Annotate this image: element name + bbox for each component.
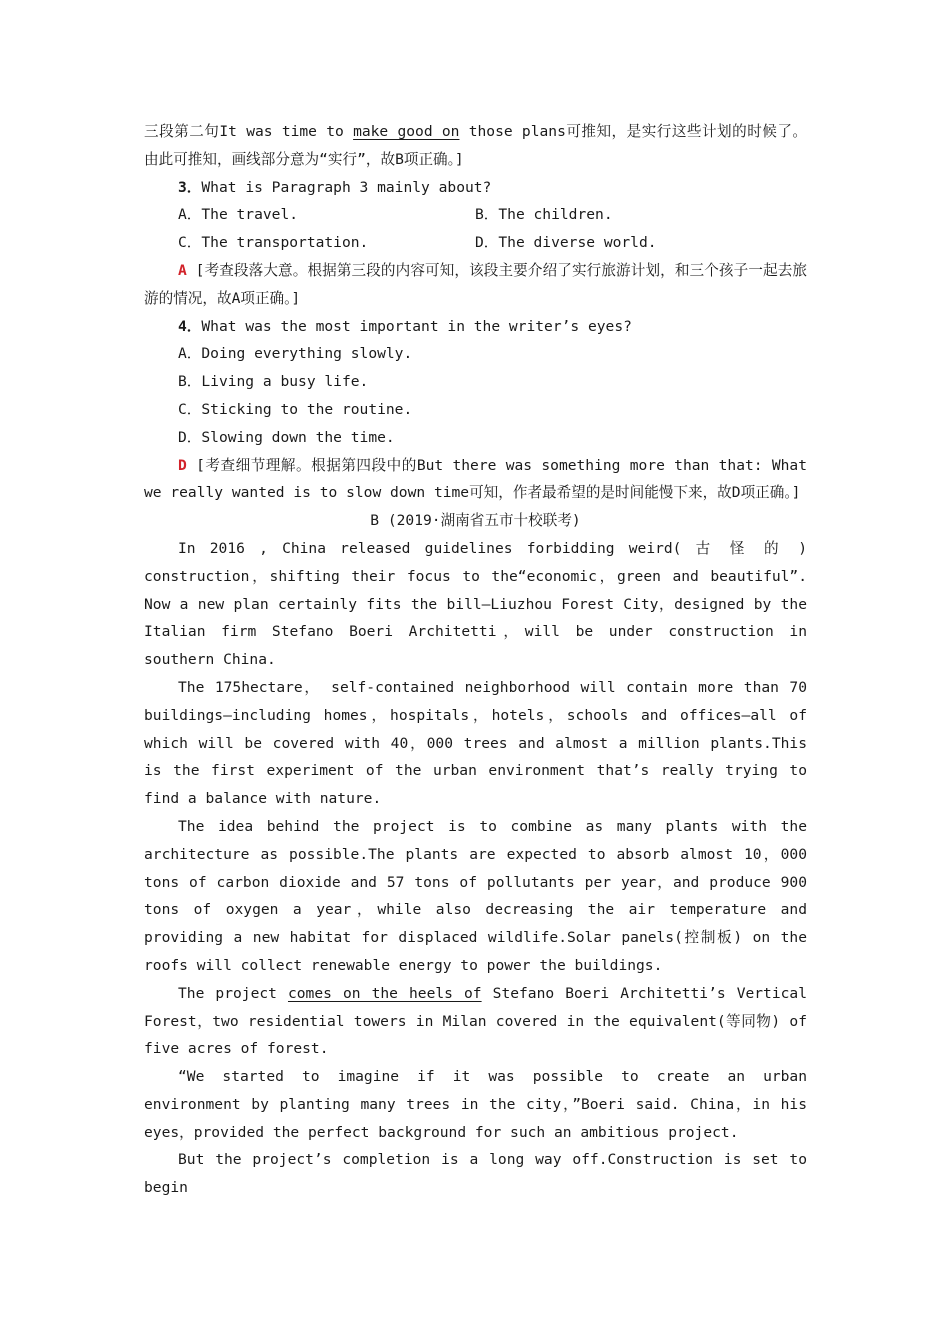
option-d: D．The diverse world. xyxy=(475,234,657,252)
question-4-explanation xyxy=(144,452,807,508)
question-number: 4． xyxy=(178,317,202,335)
question-text: What is Paragraph 3 mainly about? xyxy=(201,178,492,196)
passage-paragraph-6: But the project’s completion is a long way off.Construction is set to begin xyxy=(144,1151,807,1197)
passage-paragraph-5: “We started to imagine if it was possible to create an urban environment by planting many trees in the city，”Boeri said. China，in his eyes，provided the perfect background for such an ambitious project. xyxy=(144,1068,807,1141)
underlined-phrase: make good on xyxy=(353,123,460,140)
answer-letter: A xyxy=(178,261,187,279)
question-3-options-row-2 xyxy=(144,229,807,257)
question-3-stem xyxy=(144,174,807,202)
paragraph-text: Stefano Boeri Architetti’s Vertical Forest，two residential towers in Milan covered in the equivalent(等同物) of five acres of forest. xyxy=(144,984,807,1058)
option-b: B．Living a busy life. xyxy=(178,373,369,391)
q2-explanation-tail xyxy=(144,118,807,174)
question-number: 3． xyxy=(178,178,202,196)
option-d: D．Slowing down the time. xyxy=(178,428,395,446)
question-4-stem xyxy=(144,313,807,341)
paragraph-text: The project xyxy=(178,984,288,1002)
option-a: A．Doing everything slowly. xyxy=(178,345,413,363)
answer-letter: D xyxy=(178,456,187,474)
explanation-text: [考查段落大意。根据第三段的内容可知，该段主要介绍了实行旅游计划，和三个孩子一起去旅游的情况，故A项正确。] xyxy=(144,261,807,307)
option-c: C．Sticking to the routine. xyxy=(178,400,413,418)
option-b: B．The children. xyxy=(475,206,613,224)
document-page xyxy=(144,118,807,1202)
question-text: What was the most important in the writer’s eyes? xyxy=(201,317,632,335)
option-a: A．The travel. xyxy=(178,206,299,224)
passage-paragraph-1: construction，shifting their focus to the“economic，green and beautiful”. Now a new plan certainly fits the bill—Liuzhou Forest City，designed by the Italian firm Stefano Boeri Architetti，will be under construction in southern China. xyxy=(144,567,807,669)
passage-paragraph-4 xyxy=(144,980,807,1063)
passage-paragraph-1-first-line: In 2016 , China released guidelines forbidding weird( 古 怪 的 ) xyxy=(178,539,807,557)
option-c: C．The transportation. xyxy=(178,234,369,252)
passage-heading: B (2019·湖南省五市十校联考) xyxy=(370,512,581,530)
question-3-explanation xyxy=(144,257,807,313)
question-3-options-row-1 xyxy=(144,201,807,229)
explanation-text: those plans可推知，是实行这些计划的时候了。由此可推知，画线部分意为“实行”，故B项正确。] xyxy=(144,123,808,168)
explanation-text: [考查细节理解。根据第四段中的But there was something more than that: What we really wanted is to slow down time可知，作者最希望的是时间能慢下来，故D项正确。] xyxy=(144,456,807,502)
underlined-phrase: comes on the heels of xyxy=(287,984,482,1002)
explanation-text: 三段第二句It was time to xyxy=(144,123,354,140)
passage-paragraph-3: The idea behind the project is to combine as many plants with the architecture as possible.The plants are expected to absorb almost 10，000 tons of carbon dioxide and 57 tons of pollutants per year，and produce 900 tons of oxygen a year，while also decreasing the air temperature and providing a new habitat for displaced wildlife.Solar panels(控制板) on the roofs will collect renewable energy to power the buildings. xyxy=(144,817,807,974)
passage-paragraph-2: The 175hectare， self-contained neighborhood will contain more than 70 buildings—including homes，hospitals，hotels，schools and offices—all of which will be covered with 40，000 trees and almost a million plants.This is the first experiment of the urban environment that’s really trying to find a balance with nature. xyxy=(144,678,807,808)
